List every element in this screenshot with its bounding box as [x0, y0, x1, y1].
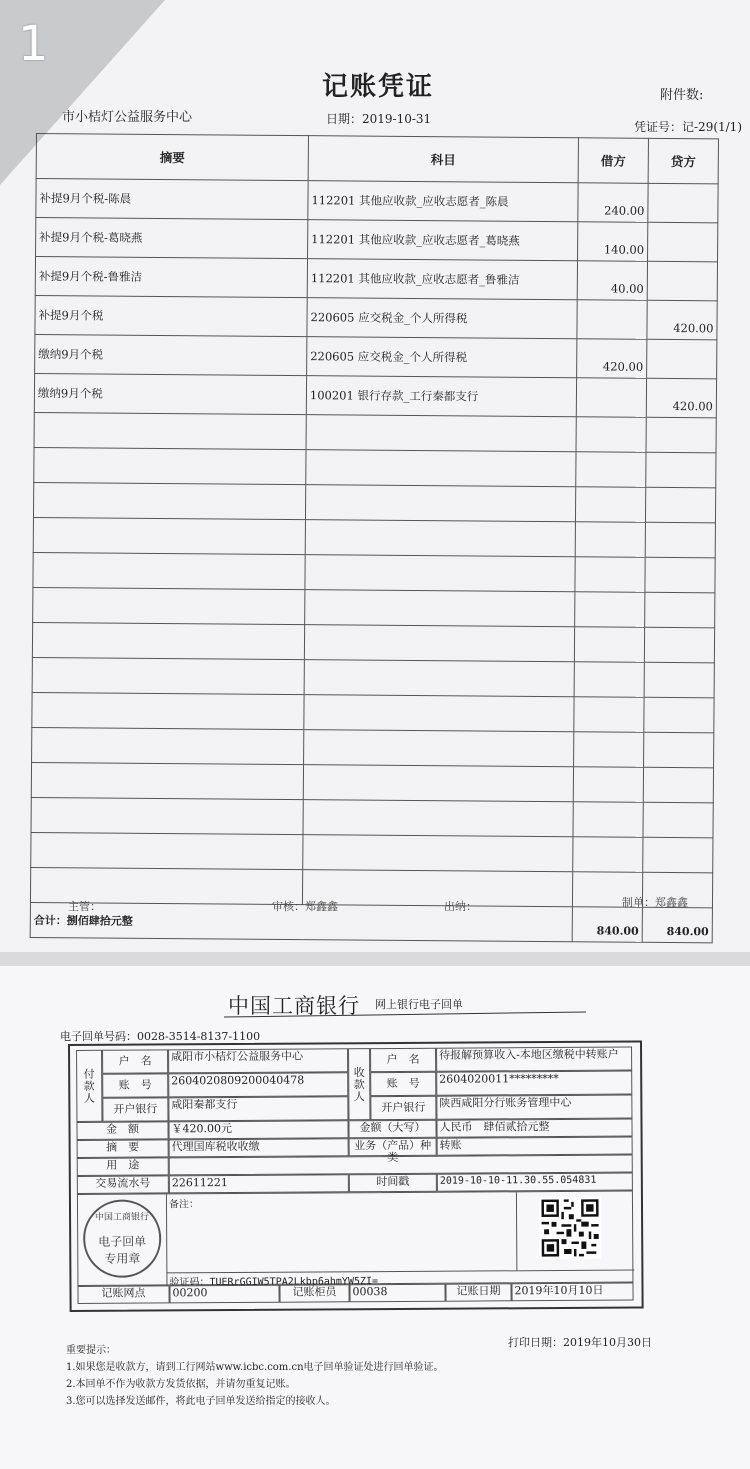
voucher-empty-rows	[30, 412, 716, 907]
empty-cell	[32, 692, 304, 729]
payer-group-label: 付款人	[76, 1050, 102, 1122]
voucher-header-row	[36, 134, 718, 184]
notes-heading: 重要提示：	[66, 1345, 116, 1356]
reviewer-label: 审核：郑鑫鑫	[272, 900, 338, 913]
timestamp-label: 时间戳	[349, 1174, 437, 1193]
empty-cell	[646, 417, 716, 453]
qr-divider	[516, 1192, 517, 1270]
serial-value: 22611221	[169, 1174, 349, 1193]
row-debit: 140.00	[578, 222, 648, 262]
empty-cell	[306, 415, 576, 452]
empty-row	[34, 447, 716, 487]
row-credit: 420.00	[647, 300, 717, 340]
empty-cell	[573, 837, 643, 873]
empty-cell	[644, 662, 714, 698]
empty-cell	[574, 662, 644, 698]
organization-name: 市小桔灯公益服务中心	[62, 110, 193, 125]
summary-label: 摘 要	[77, 1139, 169, 1158]
empty-cell	[574, 697, 644, 733]
timestamp-value: 2019-10-10-11.30.55.054831	[437, 1173, 633, 1192]
empty-cell	[33, 517, 305, 554]
voucher-number: 凭证号：记-29(1/1)	[634, 120, 743, 134]
bank-name: 中国工商银行	[228, 994, 360, 1018]
note-item: 1.如果您是收款方，请到工行网站www.icbc.com.cn电子回单验证处进行回单验证。	[66, 1362, 444, 1373]
teller-label: 记账柜员	[279, 1284, 349, 1302]
row-credit	[648, 222, 718, 262]
row-debit	[576, 378, 646, 418]
preparer-label: 制单：郑鑫鑫	[622, 896, 688, 909]
table-row	[36, 179, 718, 223]
empty-cell	[31, 762, 303, 799]
empty-cell	[575, 487, 645, 523]
post-date-value: 2019年10月10日	[511, 1283, 633, 1302]
empty-row	[33, 587, 715, 627]
empty-row	[32, 657, 714, 697]
empty-row	[31, 832, 713, 872]
empty-cell	[304, 625, 574, 662]
receipt-subtitle: 网上银行电子回单	[375, 998, 463, 1011]
empty-cell	[305, 485, 575, 522]
row-account: 100201 银行存款_工行秦都支行	[306, 376, 576, 417]
payee-bank-label: 开户银行	[370, 1096, 436, 1120]
attachments-label: 附件数:	[660, 88, 704, 103]
total-label: 合计：捌佰肆拾元整	[30, 902, 572, 941]
empty-row	[33, 517, 715, 557]
empty-cell	[303, 800, 573, 837]
amount-value: ￥420.00元	[168, 1120, 348, 1139]
branch-label: 记账网点	[77, 1285, 169, 1304]
voucher-table-wrapper	[30, 133, 718, 943]
business-type-label: 业务（产品）种类	[349, 1138, 437, 1157]
payee-account-label: 账 号	[370, 1072, 436, 1096]
payee-name: 待报解预算收入-本地区缴税中转账户	[436, 1047, 632, 1072]
empty-cell	[305, 555, 575, 592]
branch-value: 00200	[169, 1285, 279, 1304]
empty-cell	[33, 587, 305, 624]
row-debit: 420.00	[577, 339, 647, 379]
payer-account-label: 账 号	[102, 1073, 168, 1097]
voucher-table	[30, 133, 719, 943]
empty-cell	[32, 657, 304, 694]
receipt-grid	[76, 1047, 634, 1304]
payer-name-label: 户 名	[102, 1049, 168, 1073]
print-date: 打印日期：2019年10月30日	[508, 1336, 652, 1349]
row-account: 112201 其他应收款_应收志愿者_葛晓燕	[308, 220, 578, 261]
receipt-number: 电子回单号码：0028-3514-8137-1100	[60, 1030, 261, 1043]
voucher-date: 日期：2019-10-31	[326, 112, 432, 126]
payer-account: 2604020809200040478	[168, 1072, 348, 1097]
empty-row	[31, 797, 713, 837]
total-credit: 840.00	[642, 907, 712, 943]
supervisor-label: 主管：	[68, 900, 101, 913]
row-account: 112201 其他应收款_应收志愿者_鲁雅洁	[307, 259, 577, 300]
cashier-label: 出纳：	[444, 900, 477, 913]
row-credit: 420.00	[646, 378, 716, 418]
stamp-line3: 专用章	[104, 1251, 141, 1266]
empty-cell	[33, 552, 305, 589]
empty-row	[33, 552, 715, 592]
empty-cell	[644, 697, 714, 733]
header-account: 科目	[308, 136, 578, 183]
serial-label: 交易流水号	[77, 1175, 169, 1194]
empty-cell	[644, 732, 714, 768]
table-row	[35, 257, 717, 301]
row-debit: 40.00	[577, 261, 647, 301]
empty-cell	[643, 802, 713, 838]
empty-cell	[303, 765, 573, 802]
total-row	[30, 902, 712, 942]
remarks-label: 备注：	[168, 1199, 200, 1211]
row-summary: 补提9月个税-鲁雅洁	[35, 257, 307, 298]
empty-cell	[575, 592, 645, 628]
empty-cell	[302, 870, 572, 907]
payer-bank: 咸阳秦都支行	[168, 1096, 348, 1121]
payee-account: 2604020011*********	[436, 1071, 632, 1096]
table-row	[34, 373, 716, 417]
row-account: 112201 其他应收款_应收志愿者_陈晨	[308, 181, 578, 222]
empty-cell	[643, 837, 713, 873]
row-credit	[648, 183, 718, 223]
empty-cell	[575, 522, 645, 558]
empty-cell	[31, 797, 303, 834]
payer-name: 咸阳市小桔灯公益服务中心	[168, 1048, 348, 1073]
header-credit: 贷方	[648, 138, 718, 184]
empty-cell	[645, 557, 715, 593]
empty-cell	[573, 802, 643, 838]
empty-cell	[33, 482, 305, 519]
summary-value: 代理国库税收收缴	[169, 1138, 349, 1157]
payer-bank-label: 开户银行	[102, 1097, 168, 1121]
empty-cell	[305, 590, 575, 627]
empty-cell	[32, 622, 304, 659]
note-item: 2.本回单不作为收款方发货依据，并请勿重复记账。	[66, 1379, 296, 1390]
empty-cell	[304, 660, 574, 697]
empty-cell	[305, 520, 575, 557]
purpose-label: 用 途	[77, 1157, 169, 1176]
payee-bank: 陕西咸阳分行账务管理中心	[436, 1095, 632, 1120]
empty-row	[30, 867, 712, 907]
row-summary: 补提9月个税	[35, 295, 307, 336]
empty-cell	[576, 417, 646, 453]
row-account: 220605 应交税金_个人所得税	[307, 337, 577, 378]
empty-cell	[303, 835, 573, 872]
empty-cell	[646, 452, 716, 488]
qr-code-icon	[539, 1197, 601, 1259]
empty-cell	[34, 447, 306, 484]
table-row	[35, 295, 717, 339]
row-summary: 补提9月个税-葛晓燕	[36, 218, 308, 259]
row-credit	[647, 261, 717, 301]
header-summary: 摘要	[36, 134, 308, 181]
amount-label: 金 额	[76, 1121, 168, 1140]
empty-cell	[304, 695, 574, 732]
empty-cell	[574, 627, 644, 663]
payee-group-label: 收款人	[348, 1048, 370, 1120]
table-row	[36, 218, 718, 262]
page-number: 1	[18, 16, 49, 72]
row-account: 220605 应交税金_个人所得税	[307, 298, 577, 339]
note-item: 3.您可以选择发送邮件，将此电子回单发送给指定的接收人。	[66, 1396, 336, 1407]
empty-row	[34, 412, 716, 452]
business-type: 转账	[437, 1137, 633, 1156]
bank-receipt	[0, 966, 750, 1469]
important-notes	[66, 1342, 444, 1410]
amount-words: 人民币 肆佰贰拾元整	[436, 1119, 632, 1138]
empty-cell	[644, 627, 714, 663]
empty-cell	[643, 767, 713, 803]
row-debit: 240.00	[578, 183, 648, 223]
row-summary: 补提9月个税-陈晨	[36, 179, 308, 220]
row-summary: 缴纳9月个税	[34, 373, 306, 414]
empty-row	[32, 727, 714, 767]
teller-value: 00038	[349, 1284, 445, 1303]
table-row	[35, 334, 717, 378]
stamp-line2: 电子回单	[98, 1234, 147, 1249]
empty-cell	[575, 557, 645, 593]
post-date-label: 记账日期	[445, 1283, 511, 1301]
empty-row	[32, 622, 714, 662]
receipt-frame	[68, 1040, 644, 1312]
empty-cell	[645, 487, 715, 523]
empty-cell	[31, 832, 303, 869]
total-debit: 840.00	[572, 907, 642, 943]
verify-code: 验证码：TUERrGGIW5TPA2Lkbp6ahmYW5ZI=	[169, 1276, 379, 1289]
empty-cell	[645, 592, 715, 628]
receipt-stamp	[83, 1199, 161, 1277]
empty-row	[33, 482, 715, 522]
row-credit	[647, 339, 717, 379]
empty-cell	[576, 452, 646, 488]
empty-row	[31, 762, 713, 802]
voucher-body	[34, 179, 718, 418]
payee-name-label: 户 名	[370, 1048, 436, 1072]
stamp-bank: 中国工商银行	[95, 1212, 150, 1223]
empty-cell	[573, 767, 643, 803]
row-summary: 缴纳9月个税	[35, 334, 307, 375]
row-debit	[577, 300, 647, 340]
empty-cell	[304, 730, 574, 767]
empty-cell	[32, 727, 304, 764]
voucher-title: 记账凭证	[322, 72, 435, 102]
amount-words-label: 金额（大写）	[348, 1120, 436, 1139]
empty-cell	[645, 522, 715, 558]
empty-cell	[574, 732, 644, 768]
empty-row	[32, 692, 714, 732]
header-debit: 借方	[578, 138, 648, 184]
empty-cell	[34, 412, 306, 449]
empty-cell	[306, 450, 576, 487]
